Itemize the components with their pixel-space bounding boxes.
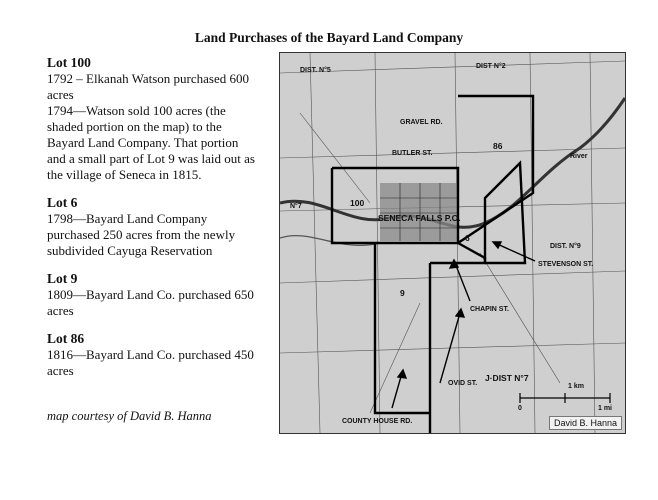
lot-name: Lot 9	[47, 271, 78, 286]
map-label-street: OVID ST.	[448, 380, 478, 387]
map-label-lot: 6	[465, 233, 470, 243]
lot-description: 1792 – Elkanah Watson purchased 600 acres 1794—Watson sold 100 acres (the shaded portion on the map) to the Bayard Land Company. That portion and a small part of Lot 9 was laid out as the village of Seneca in 1815.	[47, 71, 255, 182]
map-scale-label: 1 mi	[598, 405, 613, 412]
historic-map	[279, 52, 626, 434]
map-label-lot: 100	[350, 198, 365, 208]
lot-description: 1809—Bayard Land Co. purchased 650 acres	[47, 287, 254, 318]
map-label-street: STEVENSON ST.	[538, 261, 594, 268]
lot-name: Lot 100	[47, 55, 91, 70]
map-label-district: DIST. N°5	[300, 67, 331, 74]
lot-100-entry	[47, 55, 275, 183]
map-label-street: BUTLER ST.	[392, 150, 433, 157]
map-label-street: CHAPIN ST.	[470, 306, 509, 313]
map-author-label: David B. Hanna	[549, 416, 622, 430]
map-label-district: DIST. N°9	[550, 243, 581, 250]
map-label-district: N°7	[290, 203, 302, 210]
page-title: Land Purchases of the Bayard Land Company	[194, 30, 464, 45]
lot-9-entry	[47, 271, 275, 319]
map-label-lot: 9	[400, 288, 405, 298]
map-label-district: DIST N°2	[476, 63, 506, 70]
lot-description: 1816—Bayard Land Co. purchased 450 acres	[47, 347, 254, 378]
map-label-street: COUNTY HOUSE RD.	[342, 418, 413, 425]
lot-name: Lot 86	[47, 331, 85, 346]
map-label-street: GRAVEL RD.	[400, 119, 443, 126]
lot-description: 1798—Bayard Land Company purchased 250 acres from the newly subdivided Cayuga Reservation	[47, 211, 236, 258]
lot-86-entry	[47, 331, 275, 379]
lot-name: Lot 6	[47, 195, 78, 210]
map-label-lot: 86	[493, 141, 503, 151]
map-credit: map courtesy of David B. Hanna	[47, 409, 212, 423]
map-scale-label: 1 km	[568, 383, 584, 390]
map-label-river: River	[570, 153, 588, 160]
map-label-village: SENECA FALLS P.O.	[378, 213, 461, 223]
lot-6-entry	[47, 195, 275, 259]
map-scale-label: 0	[518, 405, 522, 412]
map-label-district: J·DIST N°7	[485, 373, 529, 383]
lot-list	[47, 55, 275, 391]
